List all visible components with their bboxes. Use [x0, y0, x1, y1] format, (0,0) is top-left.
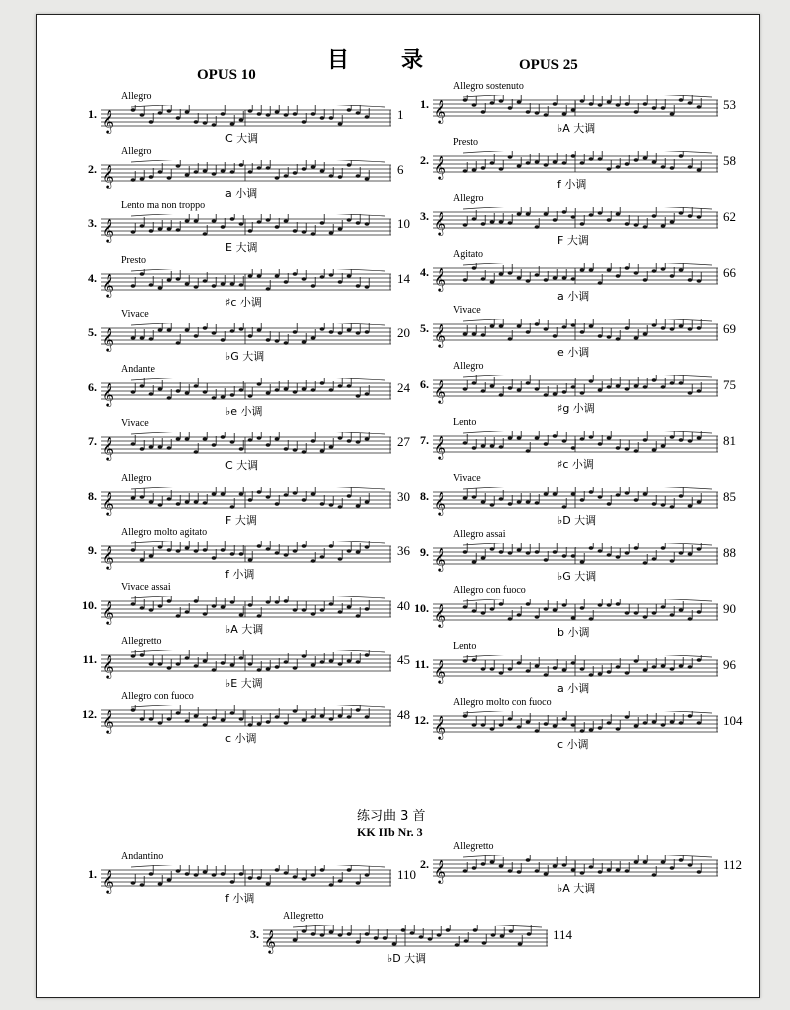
etudes-title: 练习曲 3 首 [357, 809, 426, 824]
etude-number: 7. [420, 433, 429, 447]
page-number: 10 [397, 216, 410, 231]
key-label: ♯c 小调 [225, 295, 262, 309]
key-label: a 小调 [557, 290, 590, 303]
tempo-marking: Presto [121, 254, 146, 266]
page-number: 104 [723, 713, 743, 728]
toc-entry[interactable] [407, 641, 753, 695]
etude-number: 2. [88, 161, 97, 176]
svg-text:𝄞: 𝄞 [102, 381, 114, 406]
tempo-marking: Allegro con fuoco [121, 690, 194, 702]
tempo-marking: Allegro [121, 472, 152, 484]
page-number: 66 [723, 265, 736, 280]
svg-text:𝄞: 𝄞 [434, 211, 446, 235]
etude-number: 7. [88, 434, 97, 448]
etude-number: 8. [420, 489, 429, 503]
page-number: 69 [723, 321, 736, 336]
tempo-marking: Vivace assai [121, 581, 171, 593]
svg-text:𝄞: 𝄞 [102, 654, 114, 678]
tempo-marking: Allegro molto con fuoco [453, 697, 552, 708]
toc-entry[interactable] [75, 581, 427, 636]
tempo-marking: Allegro [453, 193, 484, 204]
etude-number: 4. [420, 265, 429, 279]
etude-number: 5. [88, 325, 97, 339]
key-label: ♯g 小调 [557, 402, 595, 415]
key-label: b 小调 [557, 626, 590, 639]
toc-entry[interactable] [75, 418, 427, 472]
svg-text:𝄞: 𝄞 [434, 267, 446, 291]
tempo-marking: Allegro [121, 91, 152, 102]
tempo-marking: Allegretto [283, 911, 324, 922]
tempo-marking: Allegro assai [453, 529, 506, 540]
svg-text:𝄞: 𝄞 [102, 218, 114, 242]
toc-entry[interactable] [407, 585, 753, 639]
page-number: 81 [723, 433, 736, 448]
tempo-marking: Lento [453, 417, 477, 428]
key-label: ♯c 小调 [557, 458, 594, 471]
toc-entry[interactable] [407, 249, 753, 303]
svg-text:𝄞: 𝄞 [434, 155, 446, 179]
etudes-subtitle: KK IIb Nr. 3 [357, 825, 423, 839]
tempo-marking: Allegro [453, 361, 484, 372]
key-label: ♭D 大调 [387, 952, 427, 965]
toc-entry[interactable] [75, 472, 427, 527]
toc-entry[interactable] [407, 81, 753, 135]
etude-number: 12. [414, 713, 429, 727]
svg-text:𝄞: 𝄞 [434, 323, 446, 347]
svg-text:𝄞: 𝄞 [434, 435, 446, 459]
etude-number: 6. [420, 377, 429, 391]
page-number: 62 [723, 209, 736, 224]
etude-number: 3. [420, 209, 429, 223]
toc-entry[interactable] [75, 200, 427, 254]
key-label: C 大调 [225, 132, 259, 145]
page-number: 1 [397, 107, 404, 122]
toc-entry[interactable] [75, 690, 427, 745]
page-number: 58 [723, 153, 736, 168]
page-number: 96 [723, 657, 736, 672]
svg-text:𝄞: 𝄞 [102, 109, 114, 133]
toc-entry[interactable] [407, 193, 753, 247]
key-label: f 小调 [225, 568, 255, 581]
tempo-marking: Andantino [121, 851, 164, 862]
key-label: C 大调 [225, 459, 259, 472]
toc-entry[interactable] [407, 529, 753, 583]
etude-number: 9. [420, 545, 429, 559]
page-number: 20 [397, 325, 410, 340]
key-label: ♭A 大调 [557, 882, 596, 895]
svg-text:𝄞: 𝄞 [102, 599, 114, 624]
etude-number: 3. [88, 216, 97, 230]
key-label: F 大调 [225, 513, 257, 527]
tempo-marking: Lento [453, 641, 477, 652]
page-number: 40 [397, 597, 410, 613]
key-label: a 小调 [225, 186, 258, 200]
etude-number: 1. [88, 867, 97, 881]
etude-number: 1. [88, 107, 97, 121]
svg-text:𝄞: 𝄞 [434, 603, 446, 627]
etude-number: 11. [414, 657, 429, 671]
etude-number: 2. [420, 857, 429, 871]
svg-text:𝄞: 𝄞 [102, 436, 114, 460]
key-label: ♭e 小调 [225, 404, 263, 418]
key-label: ♭G 大调 [557, 570, 597, 583]
key-label: e 小调 [557, 346, 590, 359]
toc-entry[interactable] [75, 363, 427, 418]
tempo-marking: Vivace [121, 418, 149, 429]
svg-text:𝄞: 𝄞 [434, 715, 446, 739]
opus25-header: OPUS 25 [519, 57, 578, 73]
toc-entry[interactable] [75, 527, 427, 581]
page-number: 75 [723, 377, 736, 392]
svg-text:𝄞: 𝄞 [102, 869, 114, 893]
page-number: 114 [553, 927, 573, 942]
page-number: 45 [397, 652, 410, 667]
key-label: c 小调 [557, 738, 589, 751]
toc-entry[interactable] [407, 841, 753, 895]
etude-number: 4. [88, 270, 97, 285]
page-number: 14 [397, 270, 410, 286]
page-number: 112 [723, 857, 743, 872]
page-number: 90 [723, 601, 736, 616]
key-label: ♭E 大调 [225, 677, 263, 690]
opus10-header: OPUS 10 [197, 67, 256, 83]
toc-entry[interactable] [75, 145, 427, 200]
tempo-marking: Vivace [453, 305, 481, 316]
svg-text:𝄞: 𝄞 [102, 708, 114, 733]
toc-entry[interactable] [407, 361, 753, 415]
tempo-marking: Vivace [453, 473, 481, 484]
svg-text:𝄞: 𝄞 [434, 659, 446, 683]
key-label: ♭D 大调 [557, 514, 597, 527]
svg-text:𝄞: 𝄞 [434, 491, 446, 515]
key-label: f 小调 [557, 178, 587, 191]
toc-entry[interactable] [407, 473, 753, 527]
toc-entry[interactable] [75, 309, 427, 363]
tempo-marking: Allegro molto agitato [121, 527, 208, 538]
etude-number: 11. [82, 652, 97, 666]
etude-number: 6. [88, 379, 97, 394]
svg-text:𝄞: 𝄞 [102, 327, 114, 351]
toc-entry[interactable] [407, 305, 753, 359]
etude-number: 10. [82, 597, 97, 612]
tempo-marking: Allegro sostenuto [453, 81, 524, 92]
tempo-marking: Presto [453, 137, 478, 148]
toc-entry[interactable] [237, 911, 583, 965]
key-label: ♭G 大调 [225, 350, 265, 363]
page-number: 36 [397, 543, 410, 558]
svg-text:𝄞: 𝄞 [102, 545, 114, 569]
key-label: f 小调 [225, 892, 255, 905]
tempo-marking: Allegro con fuoco [453, 585, 526, 596]
page-number: 24 [397, 379, 410, 395]
tempo-marking: Agitato [453, 249, 483, 260]
toc-entry[interactable] [407, 137, 753, 191]
tempo-marking: Andante [121, 363, 155, 375]
key-label: ♭A 大调 [557, 122, 596, 135]
toc-entry[interactable] [407, 417, 753, 471]
page-number: 48 [397, 706, 410, 722]
page-number: 6 [397, 161, 404, 177]
tempo-marking: Allegro [121, 145, 152, 157]
svg-text:𝄞: 𝄞 [102, 490, 114, 515]
etude-number: 9. [88, 543, 97, 557]
svg-text:𝄞: 𝄞 [264, 929, 276, 953]
key-label: E 大调 [225, 241, 258, 254]
key-label: c 小调 [225, 731, 257, 745]
svg-text:𝄞: 𝄞 [434, 547, 446, 571]
key-label: ♭A 大调 [225, 622, 264, 636]
tempo-marking: Lento ma non troppo [121, 200, 206, 211]
page-number: 53 [723, 97, 736, 112]
etude-number: 12. [82, 706, 97, 721]
etude-number: 3. [250, 927, 259, 941]
svg-text:𝄞: 𝄞 [434, 379, 446, 403]
tempo-marking: Vivace [121, 309, 149, 320]
toc-entry[interactable] [75, 636, 427, 690]
page-number: 88 [723, 545, 736, 560]
svg-text:𝄞: 𝄞 [434, 859, 446, 883]
page-number: 110 [397, 867, 417, 882]
etude-number: 8. [88, 488, 97, 503]
svg-text:𝄞: 𝄞 [102, 163, 114, 188]
page-number: 85 [723, 489, 736, 504]
toc-entry[interactable] [75, 91, 427, 145]
svg-text:𝄞: 𝄞 [434, 99, 446, 123]
etude-number: 10. [414, 601, 429, 615]
page-number: 30 [397, 488, 410, 504]
page-title: 目录 [327, 48, 476, 73]
toc-entry[interactable] [75, 254, 427, 309]
toc-entry[interactable] [407, 697, 753, 751]
etude-number: 5. [420, 321, 429, 335]
tempo-marking: Allegretto [453, 841, 494, 852]
etude-number: 1. [420, 97, 429, 111]
key-label: F 大调 [557, 234, 589, 247]
etude-number: 2. [420, 153, 429, 167]
key-label: a 小调 [557, 682, 590, 695]
svg-text:𝄞: 𝄞 [102, 272, 114, 297]
page-number: 27 [397, 434, 410, 449]
score-page [36, 14, 760, 998]
tempo-marking: Allegretto [121, 636, 162, 647]
toc-entry[interactable] [75, 851, 427, 905]
